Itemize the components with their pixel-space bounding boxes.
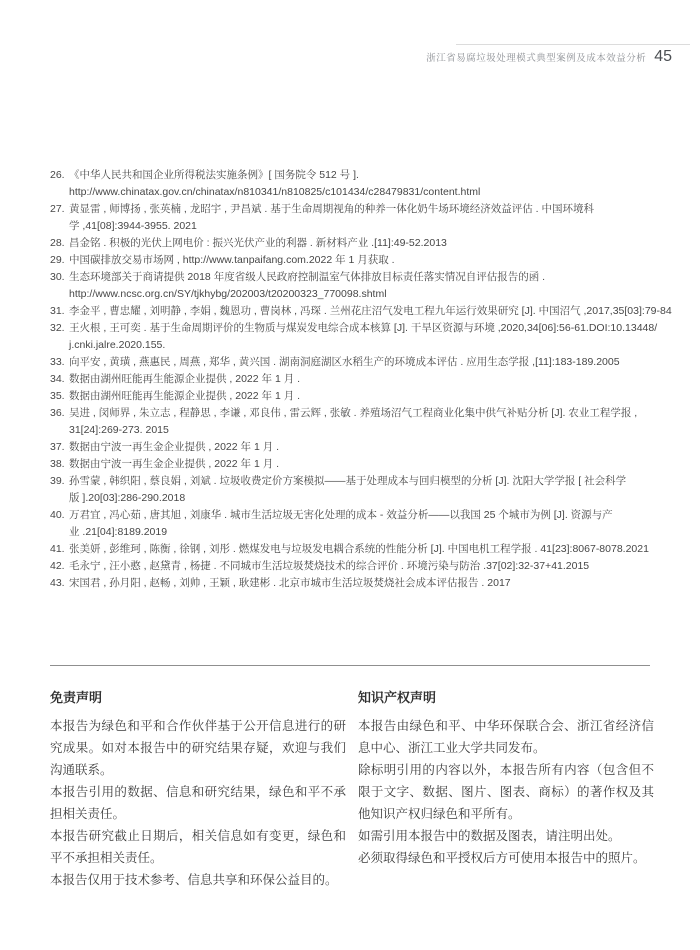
reference-item bbox=[50, 456, 662, 473]
disclaimer-paragraphs bbox=[50, 715, 346, 891]
reference-number: 41. bbox=[50, 543, 65, 555]
reference-item bbox=[50, 439, 662, 456]
reference-item bbox=[50, 507, 662, 541]
running-title: 浙江省易腐垃圾处理模式典型案例及成本效益分析 bbox=[426, 53, 647, 64]
reference-text bbox=[69, 269, 662, 303]
reference-line: 版 ].20[03]:286-290.2018 bbox=[69, 492, 186, 504]
reference-text bbox=[69, 167, 662, 201]
copyright-paragraphs bbox=[358, 715, 654, 869]
reference-number: 32. bbox=[50, 322, 65, 334]
reference-item bbox=[50, 252, 662, 269]
reference-text bbox=[69, 235, 662, 252]
statement-paragraph: 本报告引用的数据、信息和研究结果，绿色和平不承担相关责任。 bbox=[50, 785, 346, 821]
reference-number: 27. bbox=[50, 203, 65, 215]
reference-line: http://www.ncsc.org.cn/SY/tjkhybg/202003/t20200323_770098.shtml bbox=[69, 288, 387, 300]
reference-line: 王火根 , 王可奕 . 基于生命周期评价的生物质与煤炭发电综合成本核算 [J]. 干旱区资源与环境 ,2020,34[06]:56-61.DOI:10.13448/ bbox=[69, 322, 658, 334]
reference-text bbox=[69, 541, 662, 558]
header-rule bbox=[456, 44, 690, 45]
reference-item bbox=[50, 371, 662, 388]
reference-line: 昌金铭 . 积极的光伏上网电价 : 振兴光伏产业的利器 . 新材料产业 .[11]:49-52.2013 bbox=[69, 237, 447, 249]
section-divider bbox=[50, 665, 650, 666]
reference-number: 36. bbox=[50, 407, 65, 419]
reference-number: 37. bbox=[50, 441, 65, 453]
reference-line: 学 ,41[08]:3944-3955. 2021 bbox=[69, 220, 197, 232]
reference-line: 31[24]:269-273. 2015 bbox=[69, 424, 169, 436]
copyright-title: 知识产权声明 bbox=[358, 690, 437, 705]
statement-paragraph: 本报告研究截止日期后，相关信息如有变更，绿色和平不承担相关责任。 bbox=[50, 829, 346, 865]
reference-text bbox=[69, 405, 662, 439]
statement-paragraph: 如需引用本报告中的数据及图表，请注明出处。 bbox=[358, 829, 621, 843]
reference-line: 数据由宁波一再生金企业提供 , 2022 年 1 月 . bbox=[69, 441, 280, 453]
reference-item bbox=[50, 473, 662, 507]
statement-paragraph: 本报告仅用于技术参考、信息共享和环保公益目的。 bbox=[50, 873, 338, 887]
reference-item bbox=[50, 269, 662, 303]
reference-line: j.cnki.jalre.2020.155. bbox=[69, 339, 166, 351]
reference-text bbox=[69, 320, 662, 354]
reference-item bbox=[50, 167, 662, 201]
reference-line: 业 .21[04]:8189.2019 bbox=[69, 526, 168, 538]
reference-number: 43. bbox=[50, 577, 65, 589]
reference-line: http://www.chinatax.gov.cn/chinatax/n810341/n810825/c101434/c28479831/content.html bbox=[69, 186, 481, 198]
reference-text bbox=[69, 371, 662, 388]
reference-text bbox=[69, 575, 662, 592]
statement-paragraph: 本报告由绿色和平、中华环保联合会、浙江省经济信息中心、浙江工业大学共同发布。 bbox=[358, 719, 654, 755]
statements-columns bbox=[50, 690, 654, 891]
reference-number: 26. bbox=[50, 169, 65, 181]
reference-line: 数据由湖州旺能再生能源企业提供 , 2022 年 1 月 . bbox=[69, 373, 301, 385]
reference-text bbox=[69, 558, 662, 575]
reference-item bbox=[50, 320, 662, 354]
reference-text bbox=[69, 439, 662, 456]
reference-item bbox=[50, 558, 662, 575]
reference-line: 生态环境部关于商请提供 2018 年度省级人民政府控制温室气体排放目标责任落实情况自评估报告的函 . bbox=[69, 271, 546, 283]
reference-line: 数据由湖州旺能再生能源企业提供 , 2022 年 1 月 . bbox=[69, 390, 301, 402]
page-number: 45 bbox=[654, 48, 672, 65]
reference-line: 黄显雷 , 师博扬 , 张英楠 , 龙昭宇 , 尹昌斌 . 基于生命周期视角的种养一体化奶牛场环境经济效益评估 . 中国环境科 bbox=[69, 203, 595, 215]
reference-line: 数据由宁波一再生金企业提供 , 2022 年 1 月 . bbox=[69, 458, 280, 470]
reference-number: 42. bbox=[50, 560, 65, 572]
reference-item bbox=[50, 388, 662, 405]
reference-text bbox=[69, 473, 662, 507]
reference-item bbox=[50, 541, 662, 558]
reference-line: 吴进 , 闵师界 , 朱立志 , 程静思 , 李谦 , 邓良伟 , 雷云辉 , 张敏 . 养殖场沼气工程商业化集中供气补贴分析 [J]. 农业工程学报 , bbox=[69, 407, 638, 419]
reference-number: 31. bbox=[50, 305, 65, 317]
page-header bbox=[426, 48, 672, 66]
statement-paragraph: 除标明引用的内容以外，本报告所有内容（包含但不限于文字、数据、图片、图表、商标）的著作权及其他知识产权归绿色和平所有。 bbox=[358, 763, 654, 821]
reference-line: 宋国君 , 孙月阳 , 赵畅 , 刘帅 , 王颖 , 耿建彬 . 北京市城市生活垃圾焚烧社会成本评估报告 . 2017 bbox=[69, 577, 511, 589]
reference-text bbox=[69, 388, 662, 405]
reference-item bbox=[50, 405, 662, 439]
reference-line: 孙雪蒙 , 韩织阳 , 蔡良娟 , 刘斌 . 垃圾收费定价方案模拟——基于处理成本与回归模型的分析 [J]. 沈阳大学学报 [ 社会科学 bbox=[69, 475, 627, 487]
reference-line: 毛永宁 , 汪小憨 , 赵黛青 , 杨捷 . 不同城市生活垃圾焚烧技术的综合评价 . 环境污染与防治 .37[02]:32-37+41.2015 bbox=[69, 560, 590, 572]
reference-number: 33. bbox=[50, 356, 65, 368]
reference-item bbox=[50, 575, 662, 592]
reference-number: 34. bbox=[50, 373, 65, 385]
reference-line: 李金平 , 曹忠耀 , 刘明静 , 李娟 , 魏恩功 , 曹岗林 , 冯琛 . 兰州花庄沼气发电工程九年运行效果研究 [J]. 中国沼气 ,2017,35[03]:79-84 bbox=[69, 305, 672, 317]
reference-line: 万君宜 , 冯心茹 , 唐其旭 , 刘康华 . 城市生活垃圾无害化处理的成本 - 效益分析——以我国 25 个城市为例 [J]. 资源与产 bbox=[69, 509, 613, 521]
reference-text bbox=[69, 354, 662, 371]
reference-number: 28. bbox=[50, 237, 65, 249]
reference-number: 29. bbox=[50, 254, 65, 266]
reference-text bbox=[69, 201, 662, 235]
statement-paragraph: 本报告为绿色和平和合作伙伴基于公开信息进行的研究成果。如对本报告中的研究结果存疑，欢迎与我们沟通联系。 bbox=[50, 719, 346, 777]
reference-text bbox=[69, 456, 662, 473]
disclaimer-section bbox=[50, 690, 346, 891]
reference-number: 40. bbox=[50, 509, 65, 521]
reference-item bbox=[50, 354, 662, 371]
reference-line: 中国碳排放交易市场网 , http://www.tanpaifang.com.2022 年 1 月获取 . bbox=[69, 254, 395, 266]
disclaimer-title: 免责声明 bbox=[50, 690, 103, 705]
reference-item bbox=[50, 303, 672, 320]
reference-number: 30. bbox=[50, 271, 65, 283]
reference-number: 38. bbox=[50, 458, 65, 470]
reference-item bbox=[50, 235, 662, 252]
references-list bbox=[50, 167, 672, 592]
reference-line: 向平安 , 黄璜 , 燕惠民 , 周燕 , 郑华 , 黄兴国 . 湖南洞庭湖区水稻生产的环境成本评估 . 应用生态学报 ,[11]:183-189.2005 bbox=[69, 356, 620, 368]
reference-line: 《中华人民共和国企业所得税法实施条例》[ 国务院令 512 号 ]. bbox=[69, 169, 359, 181]
statement-paragraph: 必须取得绿色和平授权后方可使用本报告中的照片。 bbox=[358, 851, 646, 865]
reference-text bbox=[69, 303, 672, 320]
reference-number: 35. bbox=[50, 390, 65, 402]
reference-number: 39. bbox=[50, 475, 65, 487]
reference-item bbox=[50, 201, 662, 235]
reference-text bbox=[69, 252, 662, 269]
copyright-section bbox=[358, 690, 654, 891]
reference-line: 张美妍 , 彭维珂 , 陈衡 , 徐钢 , 刘彤 . 燃煤发电与垃圾发电耦合系统的性能分析 [J]. 中国电机工程学报 . 41[23]:8067-8078.2021 bbox=[69, 543, 649, 555]
reference-text bbox=[69, 507, 662, 541]
